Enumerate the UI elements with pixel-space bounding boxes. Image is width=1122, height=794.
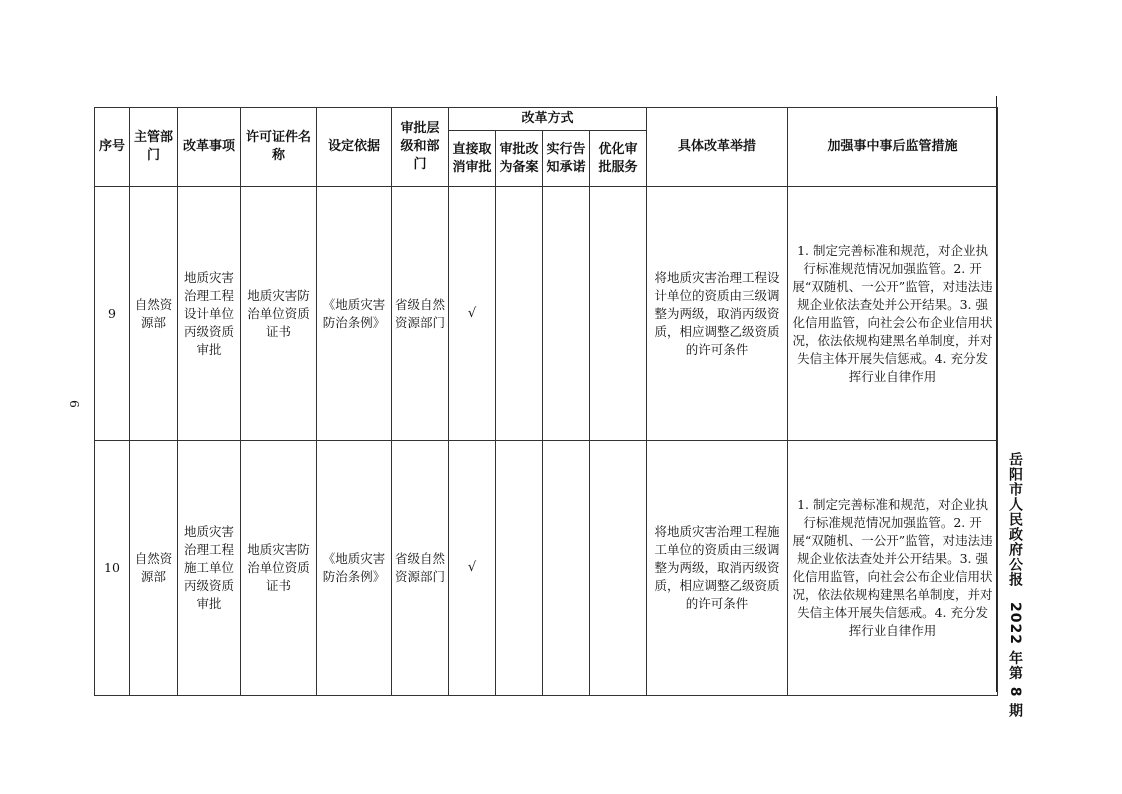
header-dept: 主管部门: [130, 108, 178, 187]
header-seq: 序号: [95, 108, 130, 187]
reform-table: [94, 107, 998, 696]
cell-dept: 自然资源部: [130, 187, 178, 441]
cell-level: 省级自然资源部门: [392, 441, 449, 696]
header-mode-optimize: 优化审批服务: [590, 131, 647, 187]
cell-dept: 自然资源部: [130, 441, 178, 696]
header-mode-filing: 审批改为备案: [496, 131, 543, 187]
cell-basis: 《地质灾害防治条例》: [317, 441, 392, 696]
cell-mode-filing: [496, 441, 543, 696]
publication-title: 岳阳市人民政府公报 2022 年第 8 期: [1007, 452, 1023, 719]
cell-mode-optimize: [590, 187, 647, 441]
header-item: 改革事项: [178, 108, 241, 187]
cell-supervision: 1. 制定完善标准和规范，对企业执行标准规范情况加强监管。2. 开展“双随机、一公开”监管，对违法违规企业依法查处并公开结果。3. 强化信用监管，向社会公布企业信用状况，依法依规构建黑名单制度，并对失信主体开展失信惩戒。4. 充分发挥行业自律作用: [788, 187, 998, 441]
cell-mode-filing: [496, 187, 543, 441]
header-row-1: [95, 108, 998, 131]
cell-mode-cancel: √: [449, 441, 496, 696]
cell-mode-promise: [543, 187, 590, 441]
cell-basis: 《地质灾害防治条例》: [317, 187, 392, 441]
cell-mode-optimize: [590, 441, 647, 696]
cell-license: 地质灾害防治单位资质证书: [241, 187, 317, 441]
cell-license: 地质灾害防治单位资质证书: [241, 441, 317, 696]
table-row: [95, 441, 998, 696]
cell-measures: 将地质灾害治理工程施工单位的资质由三级调整为两级，取消丙级资质，相应调整乙级资质的许可条件: [647, 441, 788, 696]
cell-level: 省级自然资源部门: [392, 187, 449, 441]
cell-measures: 将地质灾害治理工程设计单位的资质由三级调整为两级，取消丙级资质，相应调整乙级资质的许可条件: [647, 187, 788, 441]
cell-supervision: 1. 制定完善标准和规范，对企业执行标准规范情况加强监管。2. 开展“双随机、一公开”监管，对违法违规企业依法查处并公开结果。3. 强化信用监管，向社会公布企业信用状况，依法依规构建黑名单制度，并对失信主体开展失信惩戒。4. 充分发挥行业自律作用: [788, 441, 998, 696]
cell-item: 地质灾害治理工程施工单位丙级资质审批: [178, 441, 241, 696]
cell-seq: 9: [95, 187, 130, 441]
header-level: 审批层级和部门: [392, 108, 449, 187]
header-license: 许可证件名称: [241, 108, 317, 187]
cell-item: 地质灾害治理工程设计单位丙级资质审批: [178, 187, 241, 441]
header-mode-promise: 实行告知承诺: [543, 131, 590, 187]
cell-mode-cancel: √: [449, 187, 496, 441]
header-basis: 设定依据: [317, 108, 392, 187]
cell-mode-promise: [543, 441, 590, 696]
page-number: 6: [66, 400, 81, 408]
header-reform-mode: 改革方式: [449, 108, 647, 131]
header-measures: 具体改革举措: [647, 108, 788, 187]
header-mode-cancel: 直接取消审批: [449, 131, 496, 187]
header-supervision: 加强事中事后监管措施: [788, 108, 998, 187]
table-row: [95, 187, 998, 441]
cell-seq: 10: [95, 441, 130, 696]
